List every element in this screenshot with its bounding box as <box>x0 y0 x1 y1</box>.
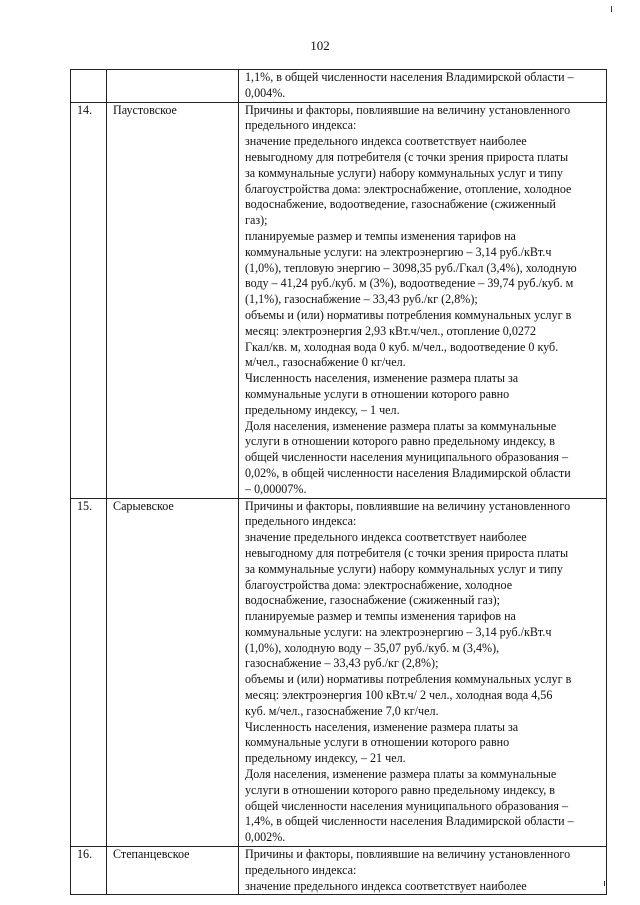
description-line: значение предельного индекса соответствует наиболее <box>245 134 527 149</box>
description-line: общей численности населения муниципального образования – <box>245 798 568 813</box>
description-line: куб. м/чел., газоснабжение 7,0 кг/чел. <box>245 703 439 718</box>
description-line: коммунальные услуги: на электроэнергию – 3,14 руб./кВт.ч <box>245 624 552 639</box>
description-line: объемы и (или) нормативы потребления коммунальных услуг в <box>245 307 572 322</box>
description-line: услуги в отношении которого равно предельному индексу, в <box>245 782 555 797</box>
row-number <box>71 70 107 103</box>
description-line: Численность населения, изменение размера платы за <box>245 371 519 386</box>
description-line: за коммунальные услуги) набору коммунальных услуг и типу <box>245 165 563 180</box>
description-line: Доля населения, изменение размера платы за коммунальные <box>245 418 557 433</box>
settlement-name: Паустовское <box>107 102 239 498</box>
description-line: 1,1%, в общей численности населения Владимирской области – <box>245 70 574 84</box>
table-row <box>71 102 607 498</box>
scan-mark-top <box>611 6 612 12</box>
table-row <box>71 70 607 103</box>
description-line: воду – 41,24 руб./куб. м (3%), водоотведение – 39,74 руб./куб. м <box>245 276 574 291</box>
description-line: (1,1%), газоснабжение – 33,43 руб./кг (2,8%); <box>245 292 478 307</box>
description-line: предельному индексу, – 1 чел. <box>245 402 400 417</box>
row-description <box>239 847 607 895</box>
description-line: месяц: электроэнергия 2,93 кВт.ч/чел., отопление 0,0272 <box>245 323 537 338</box>
description-line: (1,0%), холодную воду – 35,07 руб./куб. м (3,4%), <box>245 640 500 655</box>
description-line: – 0,00007%. <box>245 481 307 496</box>
description-line: значение предельного индекса соответствует наиболее <box>245 530 527 545</box>
description-line: планируемые размер и темпы изменения тарифов на <box>245 228 516 243</box>
description-line: 0,02%, в общей численности населения Владимирской области <box>245 465 571 480</box>
settlement-name: Сарыевское <box>107 498 239 847</box>
table-row <box>71 847 607 895</box>
description-line: за коммунальные услуги) набору коммунальных услуг и типу <box>245 561 563 576</box>
scan-mark-bottom <box>604 881 605 886</box>
description-line: Причины и факторы, повлиявшие на величину установленного <box>245 498 571 513</box>
description-line: предельному индексу, – 21 чел. <box>245 751 406 766</box>
settlements-table <box>70 69 607 895</box>
description-line: м/чел., газоснабжение 0 кг/чел. <box>245 355 406 370</box>
description-line: 0,004%. <box>245 85 286 100</box>
description-line: услуги в отношении которого равно предельному индексу, в <box>245 434 555 449</box>
description-line: Гкал/кв. м, холодная вода 0 куб. м/чел., водоотведение 0 куб. <box>245 339 559 354</box>
row-number: 15. <box>71 498 107 847</box>
row-number: 16. <box>71 847 107 895</box>
description-line: благоустройства дома: электроснабжение, отопление, холодное <box>245 181 572 196</box>
description-line: Причины и факторы, повлиявшие на величину установленного <box>245 847 571 862</box>
description-line: 1,4%, в общей численности населения Владимирской области – <box>245 814 574 829</box>
description-line: (1,0%), тепловую энергию – 3098,35 руб./Гкал (3,4%), холодную <box>245 260 577 275</box>
description-line: благоустройства дома: электроснабжение, холодное <box>245 577 513 592</box>
description-line: Доля населения, изменение размера платы за коммунальные <box>245 767 557 782</box>
description-line: предельного индекса: <box>245 514 357 529</box>
page-number: 102 <box>310 38 330 53</box>
description-line: объемы и (или) нормативы потребления коммунальных услуг в <box>245 672 572 687</box>
description-line: водоснабжение, газоснабжение (сжиженный газ); <box>245 593 500 608</box>
description-line: Причины и факторы, повлиявшие на величину установленного <box>245 102 571 117</box>
table-row <box>71 498 607 847</box>
description-line: планируемые размер и темпы изменения тарифов на <box>245 609 516 624</box>
description-line: невыгодному для потребителя (с точки зрения прироста платы <box>245 149 569 164</box>
table-body <box>71 70 607 895</box>
description-line: газ); <box>245 213 268 228</box>
row-description <box>239 70 607 103</box>
description-line: месяц: электроэнергия 100 кВт.ч/ 2 чел., холодная вода 4,56 <box>245 688 553 703</box>
row-description <box>239 498 607 847</box>
description-line: значение предельного индекса соответствует наиболее <box>245 878 527 893</box>
description-line: 0,002%. <box>245 830 286 845</box>
description-line: Численность населения, изменение размера платы за <box>245 719 519 734</box>
row-description <box>239 102 607 498</box>
settlement-name: Степанцевское <box>107 847 239 895</box>
description-line: коммунальные услуги в отношении которого равно <box>245 735 510 750</box>
description-line: газоснабжение – 33,43 руб./кг (2,8%); <box>245 656 439 671</box>
description-line: предельного индекса: <box>245 862 357 877</box>
description-line: предельного индекса: <box>245 118 357 133</box>
description-line: водоснабжение, водоотведение, газоснабжение (сжиженный <box>245 197 556 212</box>
row-number: 14. <box>71 102 107 498</box>
settlement-name <box>107 70 239 103</box>
description-line: общей численности населения муниципального образования – <box>245 450 568 465</box>
description-line: коммунальные услуги: на электроэнергию – 3,14 руб./кВт.ч <box>245 244 552 259</box>
description-line: коммунальные услуги в отношении которого равно <box>245 386 510 401</box>
description-line: невыгодному для потребителя (с точки зрения прироста платы <box>245 545 569 560</box>
